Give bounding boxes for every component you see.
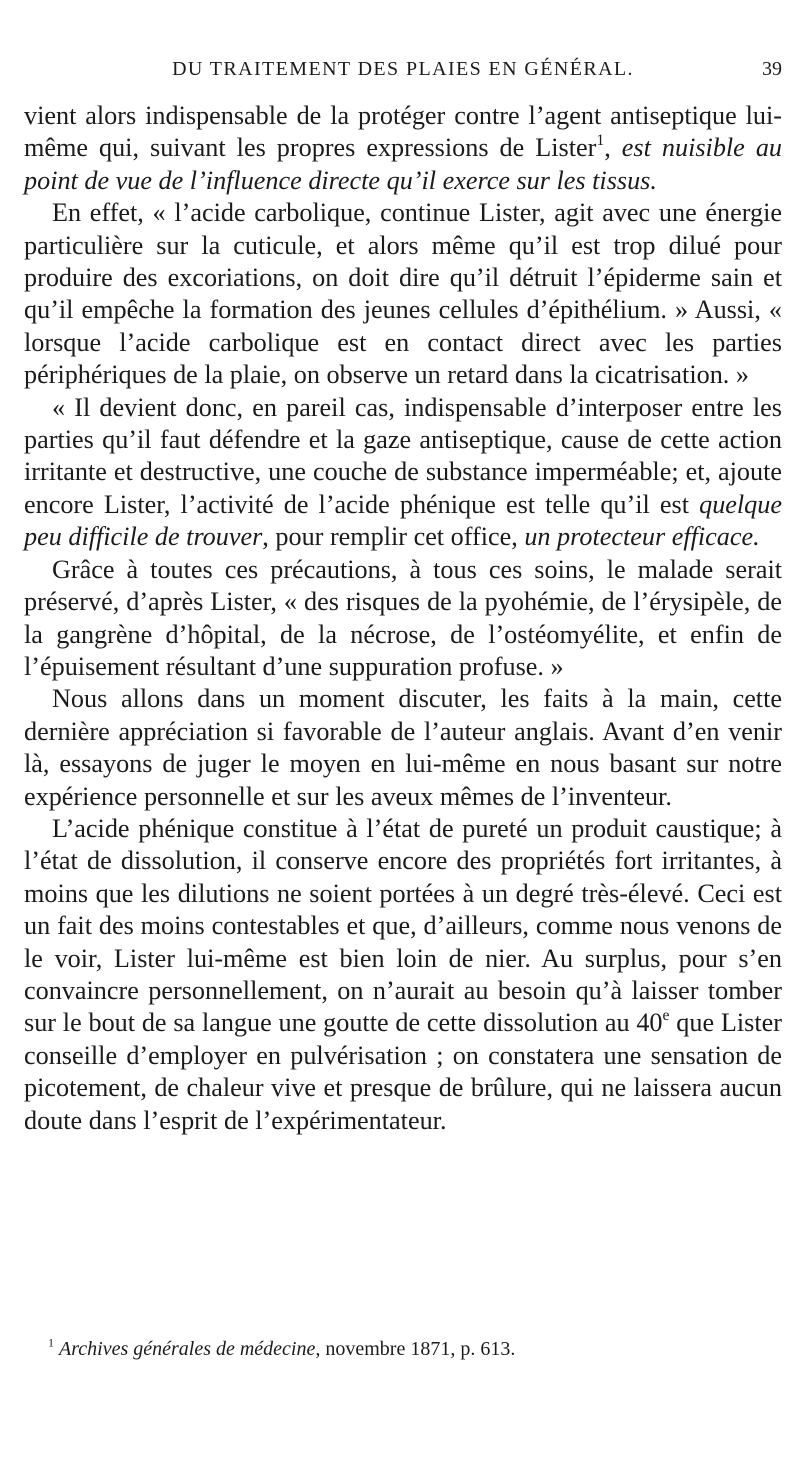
paragraph-1-text-b: , xyxy=(604,133,622,163)
page-header xyxy=(20,58,786,90)
ordinal-superscript: e xyxy=(662,1007,670,1025)
paragraph-6-text: L’acide phénique constitue à l’état de pureté un produit caustique; à l’état de dissolution, il conserve encore des propriétés fort irritantes, à moins que les dilutions ne soient portées à un degré très-élevé. Ceci est un fait des moins contestables et que, d’ailleurs, comme nous venons de le voir, Lister lui-même est bien loin de nier. Au surplus, pour s’en convaincre personnellement, on n’aurait au besoin qu’à laisser tomber sur le bout de sa langue une goutte de cette dissolution au 40 xyxy=(24,813,782,1038)
body-text xyxy=(24,100,782,1137)
paragraph-5: Nous allons dans un moment discuter, les faits à la main, cette dernière appréciation si favorable de l’auteur anglais. Avant d’en venir là, essayons de juger le moyen en lui-même en nous basant sur notre expérience personnelle et sur les aveux mêmes de l’inventeur. xyxy=(24,684,782,811)
paragraph-3 xyxy=(24,392,782,554)
paragraph-1 xyxy=(24,100,782,197)
footnote-source: Archives générales de médecine, xyxy=(59,1338,321,1360)
paragraph-3-italic-1: quelque peu difficile de trouver xyxy=(24,489,782,552)
paragraph-2: En effet, « l’acide carbolique, continue Lister, agit avec une énergie particulière sur la cuticule, et alors même qu’il est trop dilué pour produire des excoriations, on doit dire qu’il détruit l’épiderme sain et qu’il empêche la formation des jeunes cellules d’épithélium. » Aussi, « lorsque l’acide carbolique est en contact direct avec les parties périphériques de la plaie, on observe un retard dans la cicatrisation. » xyxy=(24,198,782,390)
paragraph-3-text-b: , pour remplir cet office, xyxy=(262,522,525,552)
footnote-details: novembre 1871, p. 613. xyxy=(320,1338,516,1360)
paragraph-3-text: « Il devient donc, en pareil cas, indispensable d’interposer entre les parties qu’il faut défendre et la gaze antiseptique, cause de cette action irritante et destructive, une couche de substance imperméable; et, ajoute encore Lister, l’activité de l’acide phénique est telle qu’il est xyxy=(24,392,782,519)
paragraph-4: Grâce à toutes ces précautions, à tous ces soins, le malade serait préservé, d’après Lister, « des risques de la pyohémie, de l’érysipèle, de la gangrène d’hôpital, de la nécrose, de l’ostéomyélite, et enfin de l’épuisement résultant d’une suppuration profuse. » xyxy=(24,554,782,681)
page-number: 39 xyxy=(762,58,782,80)
paragraph-6-text-b: que Lister conseille d’employer en pulvérisation ; on constatera une sensation de picotement, de chaleur vive et presque de brûlure, qui ne laissera aucun doute dans l’esprit de l’expérimentateur. xyxy=(24,1008,782,1135)
paragraph-1-italic: est nuisible au point de vue de l’influence directe qu’il exerce sur les tissus. xyxy=(24,133,783,195)
paragraph-6 xyxy=(24,813,782,1137)
footnote-marker: 1 xyxy=(48,1335,54,1350)
footnote xyxy=(48,1335,788,1361)
running-title: DU TRAITEMENT DES PLAIES EN GÉNÉRAL. xyxy=(172,58,634,80)
paragraph-1-text: vient alors indispensable de la protéger contre l’agent antiseptique lui-même qui, suivant les propres expressions de Lister xyxy=(24,101,782,163)
footnote-reference: 1 xyxy=(596,132,605,150)
paragraph-3-italic-2: un protecteur efficace. xyxy=(524,522,760,552)
